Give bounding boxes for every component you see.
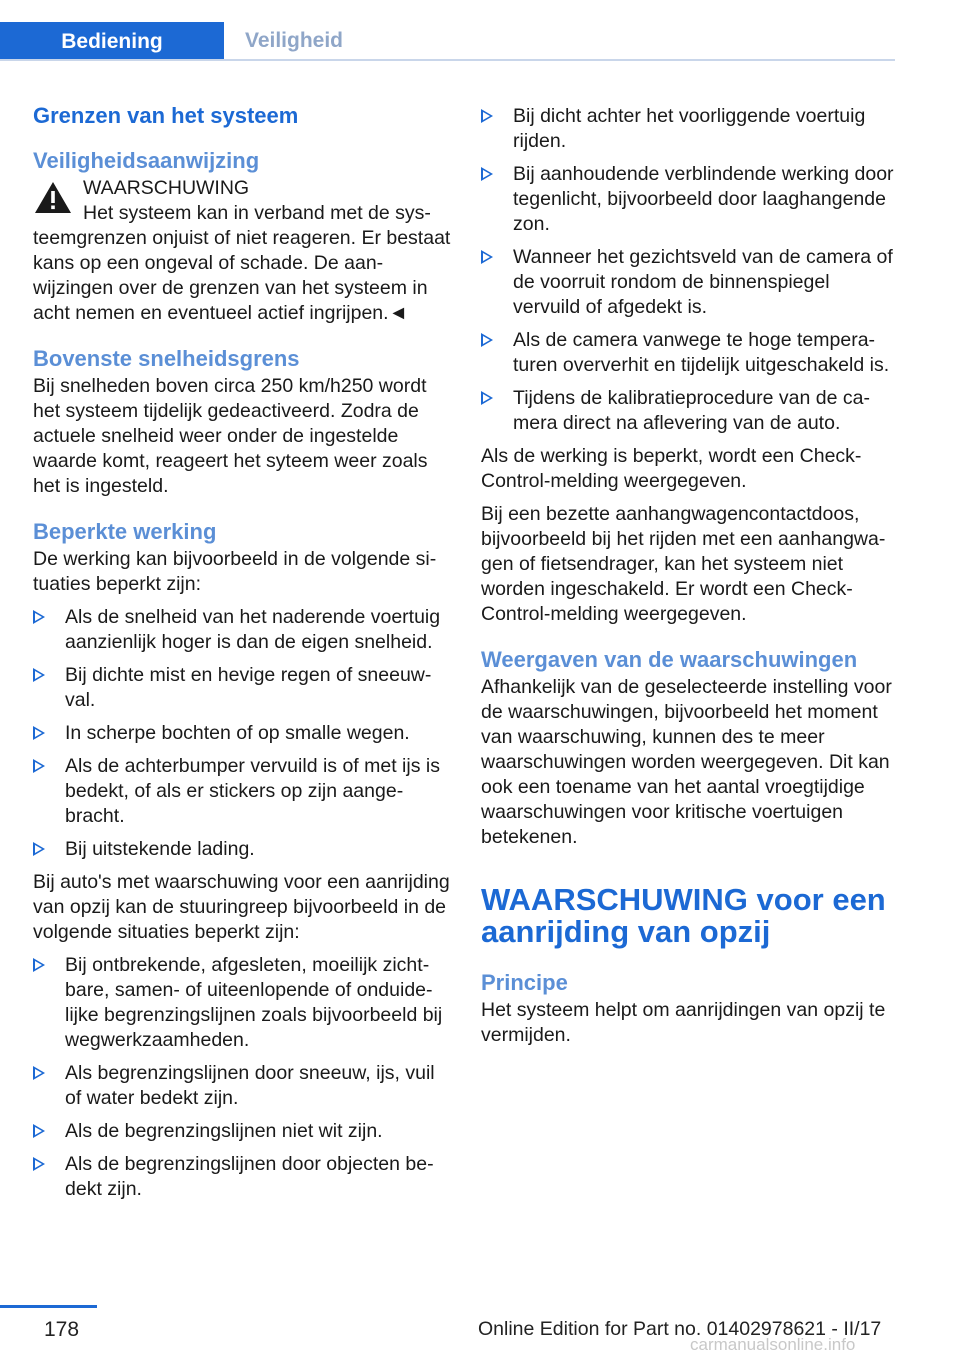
triangle-bullet-icon [33, 842, 45, 856]
trailer-text: Bij een bezette aanhangwagencontactdoos, bijvoorbeeld bij het rijden met een aanhangwagen of fietsendrager, kan het systeem niet worden ingeschakeld. Er wordt een Check-Control-melding weergegeven. [481, 503, 886, 625]
speed-text: Bij snelheden boven circa 250 km/h250 wordt het systeem tijdelijk gedeactiveerd. Zodra de actuele snelheid weer onder de ingestelde waarde komt, reageert het syteem weer zoals het is ingesteld. [33, 375, 428, 497]
principle-text: Het systeem helpt om aanrijdingen van opzij te vermijden. [481, 999, 886, 1046]
warning-box [33, 176, 451, 326]
left-column [33, 100, 451, 1202]
warning-triangle-icon [33, 180, 73, 215]
conditions-list [481, 104, 899, 436]
list-item: Bij dicht achter het voorliggende voertuig rijden. [481, 104, 899, 154]
list-item: Bij dichte mist en hevige regen of sneeuwval. [33, 663, 451, 713]
triangle-bullet-icon [481, 333, 493, 347]
triangle-bullet-icon [33, 668, 45, 682]
list-item: Als begrenzingslijnen door sneeuw, ijs, vuil of water bedekt zijn. [33, 1061, 451, 1111]
front-intro: Bij auto's met waarschuwing voor een aanrijding van opzij kan de stuuringreep bijvoorbeeld in de volgende situaties beperkt zijn: [33, 871, 450, 943]
safety-heading: Veiligheidsaanwijzing [33, 148, 260, 173]
principle-heading: Principe [481, 970, 568, 995]
section-title: Grenzen van het systeem [33, 103, 299, 128]
triangle-bullet-icon [33, 1066, 45, 1080]
tab-veiligheid[interactable]: Veiligheid [244, 28, 344, 52]
triangle-bullet-icon [481, 167, 493, 181]
list-item: Als de begrenzingslijnen niet wit zijn. [33, 1119, 451, 1144]
triangle-bullet-icon [481, 250, 493, 264]
right-column [481, 100, 899, 1050]
triangle-bullet-icon [33, 1157, 45, 1171]
display-text: Afhankelijk van de geselecteerde instelling voor de waarschuwingen, bijvoorbeeld het moment van waarschuwing, kunnen des te meer waarschuwingen worden weergegeven. Dit kan ook een toename van het aantal vroegtijdige waarschuwingen voor kritische voertuigen betekenen. [481, 676, 892, 848]
front-list [33, 953, 451, 1202]
list-item: Bij aanhoudende verblindende werking door tegenlicht, bijvoorbeeld door laaghangende zon. [481, 162, 899, 237]
triangle-bullet-icon [481, 109, 493, 123]
limited-intro: De werking kan bijvoorbeeld in de volgende situaties beperkt zijn: [33, 548, 437, 595]
warning-text: Het systeem kan in verband met de systeemgrenzen onjuist of niet reageren. Er bestaat kans op een ongeval of schade. De aanwijzingen over de grenzen van het systeem in acht nemen en eventueel actief ingrijpen.◄ [33, 202, 451, 324]
list-item: Tijdens de kalibratieprocedure van de camera direct na aflevering van de auto. [481, 386, 899, 436]
list-item: Als de begrenzingslijnen door objecten bedekt zijn. [33, 1152, 451, 1202]
page-number: 178 [44, 1318, 80, 1341]
header-rule [0, 59, 895, 61]
edition-label: Online Edition for Part no. 01402978621 - II/17 [478, 1318, 882, 1340]
limited-heading: Beperkte werking [33, 519, 217, 544]
chapter-title: WAARSCHUWING voor een aanrijding van opzij [481, 882, 886, 949]
check-control-text: Als de werking is beperkt, wordt een Check-Control-melding weergegeven. [481, 445, 862, 492]
list-item: In scherpe bochten of op smalle wegen. [33, 721, 451, 746]
tab-bediening[interactable]: Bediening [0, 22, 224, 61]
watermark: carmanualsonline.info [690, 1335, 856, 1354]
display-heading: Weergaven van de waarschuwingen [481, 647, 858, 672]
list-item: Wanneer het gezichtsveld van de camera of de voorruit rondom de binnenspiegel vervuild of afgedekt is. [481, 245, 899, 320]
footer-rule [0, 1305, 97, 1308]
warning-title: WAARSCHUWING [83, 177, 250, 199]
triangle-bullet-icon [33, 610, 45, 624]
triangle-bullet-icon [33, 1124, 45, 1138]
triangle-bullet-icon [33, 726, 45, 740]
triangle-bullet-icon [33, 958, 45, 972]
list-item: Als de camera vanwege te hoge temperaturen oververhit en tijdelijk uitgeschakeld is. [481, 328, 899, 378]
speed-heading: Bovenste snelheidsgrens [33, 346, 300, 371]
chapter-tabbar [0, 22, 895, 61]
list-item: Als de snelheid van het naderende voertuig aanzienlijk hoger is dan de eigen snelheid. [33, 605, 451, 655]
list-item: Als de achterbumper vervuild is of met ijs is bedekt, of als er stickers op zijn aangebracht. [33, 754, 451, 829]
limited-list [33, 605, 451, 862]
list-item: Bij uitstekende lading. [33, 837, 451, 862]
list-item: Bij ontbrekende, afgesleten, moeilijk zichtbare, samen- of uiteenlopende of onduidelijke begrenzingslijnen zoals bijvoorbeeld bij wegwerkzaamheden. [33, 953, 451, 1053]
triangle-bullet-icon [33, 759, 45, 773]
triangle-bullet-icon [481, 391, 493, 405]
